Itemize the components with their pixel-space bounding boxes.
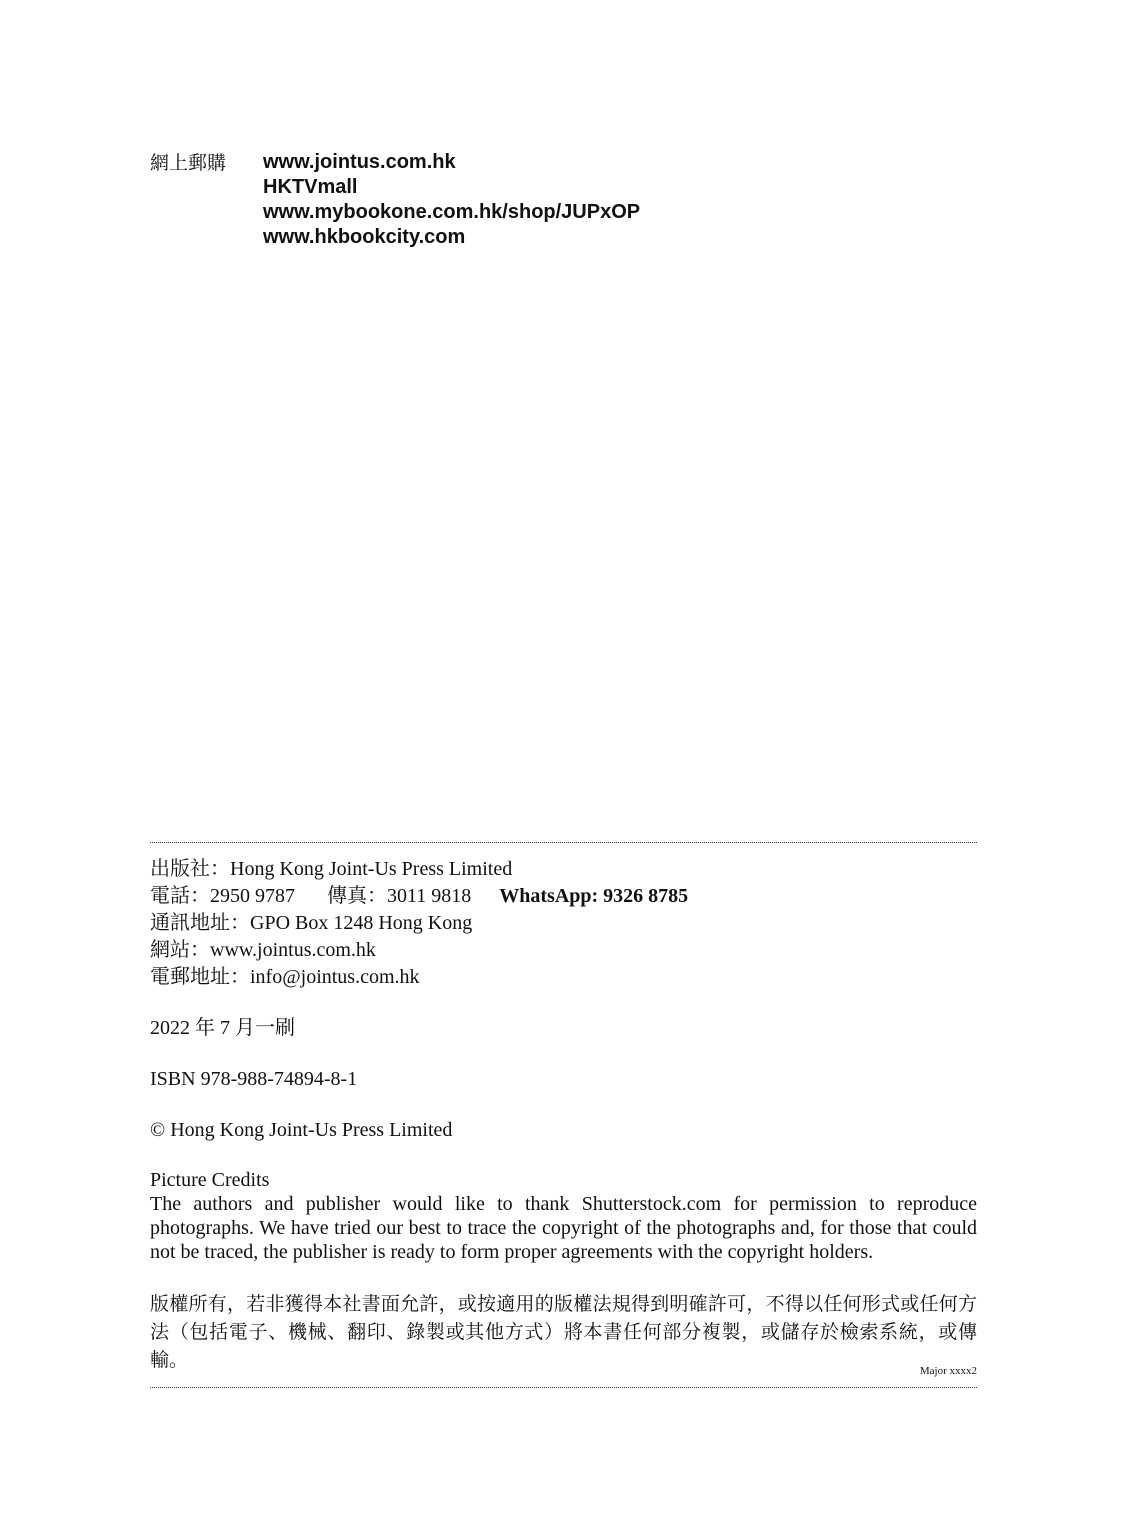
imprint-block (150, 856, 977, 1374)
fax-label: 傳真： (327, 885, 387, 907)
isbn-text: ISBN 978-988-74894-8-1 (150, 1068, 358, 1090)
copyright-text: © Hong Kong Joint-Us Press Limited (150, 1119, 453, 1141)
email-line (150, 964, 977, 991)
address-value: GPO Box 1248 Hong Kong (250, 912, 473, 934)
picture-credits (150, 1168, 977, 1264)
publisher-label: 出版社： (150, 858, 230, 880)
shop-link[interactable]: HKTVmall (263, 176, 358, 198)
email-label: 電郵地址： (150, 966, 250, 988)
rights-notice: 版權所有，若非獲得本社書面允許，或按適用的版權法規得到明確許可，不得以任何形式或任何方法（包括電子、機械、翻印、錄製或其他方式）將本書任何部分複製，或儲存於檢索系統，或傳輸。 (150, 1293, 977, 1371)
address-line (150, 910, 977, 937)
website-label: 網站： (150, 939, 210, 961)
shop-link[interactable]: www.mybookone.com.hk/shop/JUPxOP (263, 201, 641, 223)
online-shopping-label: 網上郵購 (150, 152, 227, 174)
picture-credits-heading: Picture Credits (150, 1169, 270, 1191)
publisher-name: Hong Kong Joint-Us Press Limited (230, 858, 513, 880)
fax-value: 3011 9818 (387, 885, 472, 907)
publisher-line (150, 856, 977, 883)
shop-link[interactable]: www.jointus.com.hk (263, 151, 456, 173)
phone-value: 2950 9787 (210, 885, 295, 907)
print-code: Major xxxx2 (919, 1365, 977, 1377)
phone-label: 電話： (150, 885, 210, 907)
website-link[interactable]: www.jointus.com.hk (210, 939, 376, 961)
contact-line (150, 883, 977, 910)
picture-credits-body: The authors and publisher would like to thank Shutterstock.com for permission to reproduce photographs. We have tried our best to trace the copyright of the photographs and, for those that could not be traced, the publisher is ready to form proper agreements with the copyright holders. (150, 1193, 977, 1263)
email-link[interactable]: info@jointus.com.hk (250, 966, 420, 988)
address-label: 通訊地址： (150, 912, 250, 934)
top-dotted-divider (150, 842, 977, 843)
bottom-dotted-divider (150, 1387, 977, 1388)
online-shopping-links (263, 150, 640, 250)
website-line (150, 937, 977, 964)
shop-link[interactable]: www.hkbookcity.com (263, 226, 466, 248)
edition-text: 2022 年 7 月一刷 (150, 1017, 295, 1039)
whatsapp-value: WhatsApp: 9326 8785 (499, 885, 689, 907)
